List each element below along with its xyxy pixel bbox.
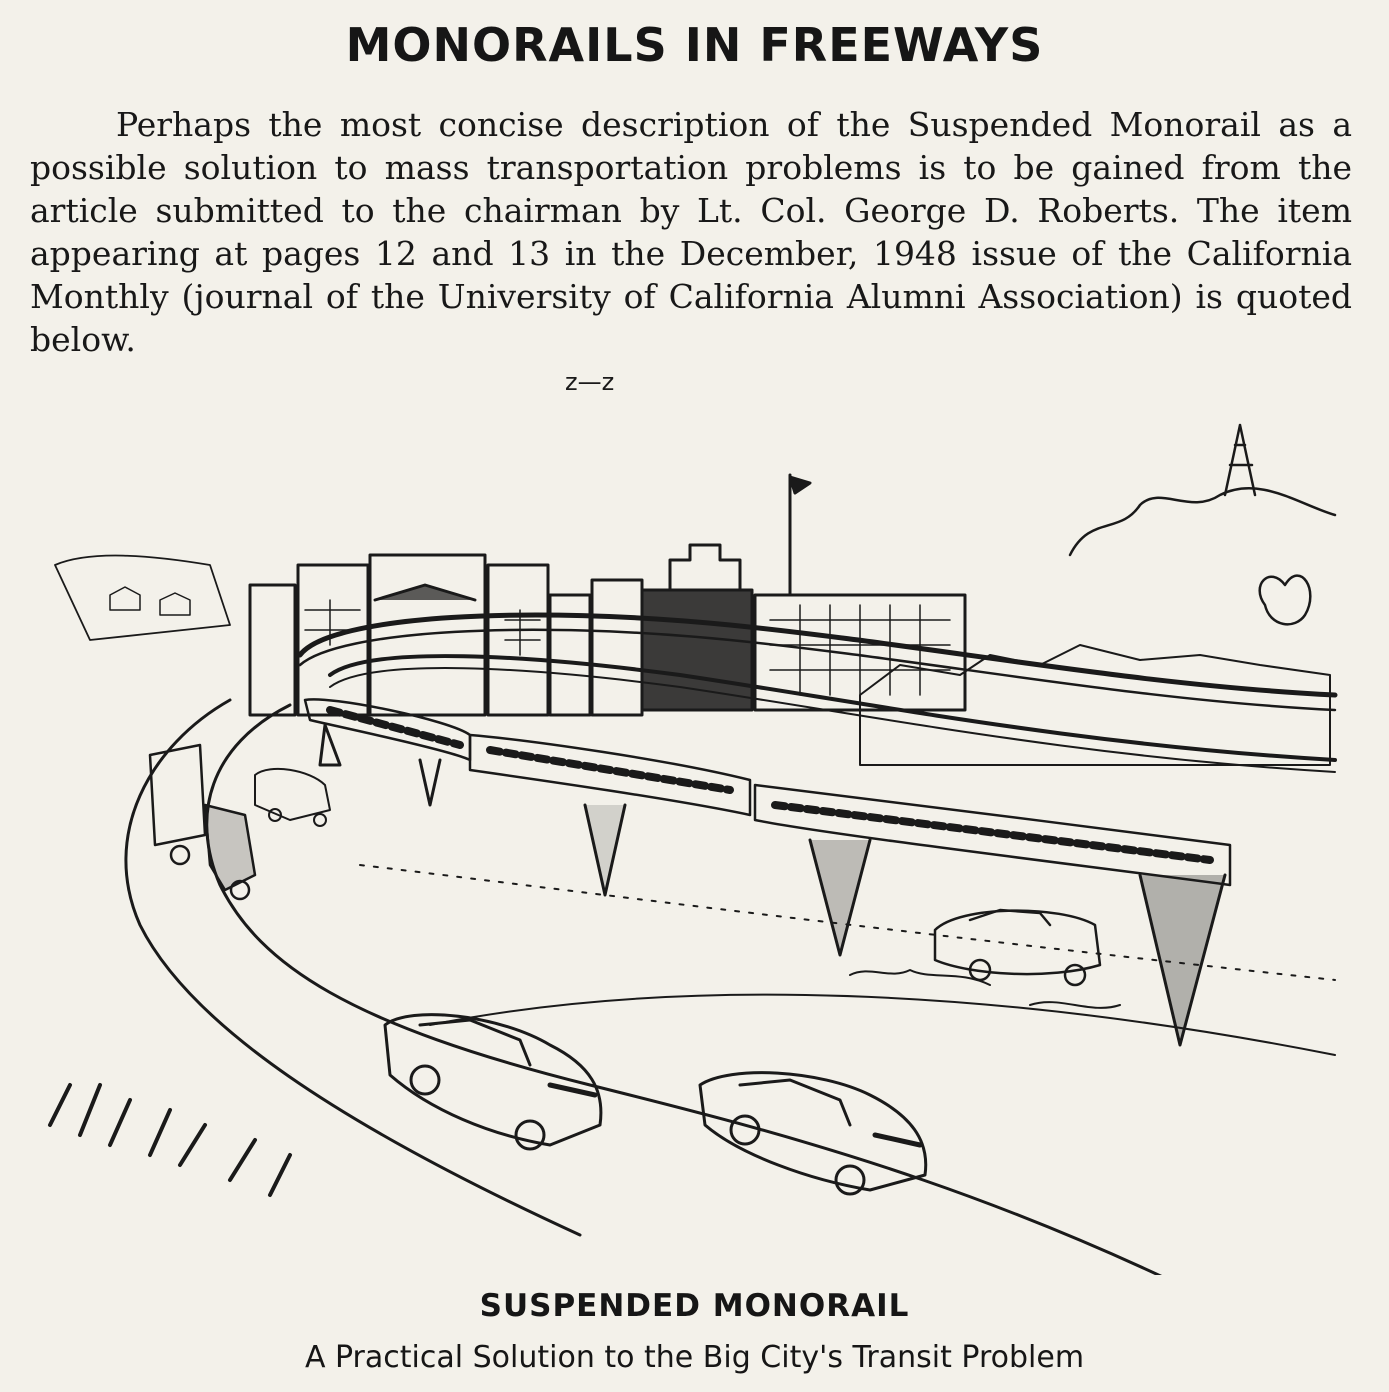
page-title: MONORAILS IN FREEWAYS: [345, 18, 1044, 72]
intro-paragraph: Perhaps the most concise description of the Suspended Monorail as a possible solution to mass transportation problems is to be gained from the article submitted to the chairman by Lt. Col. George D. Roberts. The item appearing at pages 12 and 13 in the December, 1948 issue of the California Monthly (journal of the University of California Alumni Association) is quoted below.: [30, 105, 1352, 359]
car-foreground-right: [700, 1073, 926, 1194]
monorail-illustration: [30, 365, 1350, 1275]
tree-right: [1225, 425, 1255, 495]
car-foreground-left: [385, 1015, 601, 1149]
monorail-train: [305, 699, 1230, 885]
median-shrubs: [850, 970, 1120, 1008]
car-upper-left: [255, 769, 330, 826]
caption-subtitle: A Practical Solution to the Big City's Transit Problem: [304, 1340, 1085, 1375]
truck: [150, 745, 255, 899]
car-right: [935, 910, 1100, 985]
support-pylons: [320, 725, 1225, 1045]
caption-title: SUSPENDED MONORAIL: [479, 1288, 910, 1324]
signature-scribble: z—z: [565, 368, 615, 396]
town-left: [55, 556, 230, 640]
grass-lower-left: [50, 1085, 290, 1195]
hills-right: [1070, 488, 1335, 555]
bush-right: [1260, 576, 1311, 625]
